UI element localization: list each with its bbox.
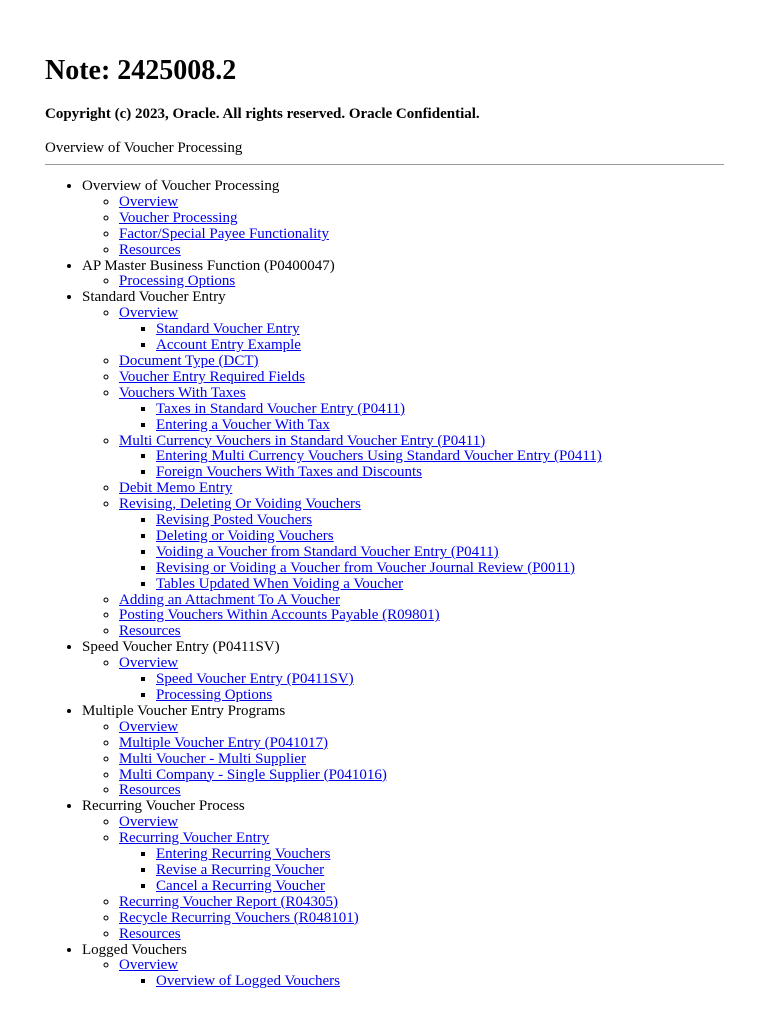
toc-item-level-1 [82, 290, 724, 640]
toc-sublist [119, 672, 724, 704]
toc-link[interactable]: Entering a Voucher With Tax [156, 416, 330, 433]
toc-link[interactable]: Multi Voucher - Multi Supplier [119, 750, 306, 767]
toc-sublist [82, 720, 724, 800]
toc-section-heading: Logged Vouchers [82, 941, 187, 958]
toc-item-level-1 [82, 704, 724, 799]
toc-link[interactable]: Overview of Logged Vouchers [156, 973, 340, 990]
toc-sublist [119, 974, 724, 990]
toc-item-level-3 [156, 402, 724, 418]
toc-item-level-3 [156, 974, 724, 990]
toc-item-level-3 [156, 338, 724, 354]
toc-item-level-2 [119, 211, 724, 227]
toc-link[interactable]: Multi Company - Single Supplier (P041016) [119, 766, 387, 783]
toc-item-level-2 [119, 434, 724, 482]
toc-item-level-3 [156, 863, 724, 879]
toc-item-level-2 [119, 783, 724, 799]
toc-sublist [82, 274, 724, 290]
toc-link[interactable]: Debit Memo Entry [119, 480, 233, 497]
toc-item-level-2 [119, 927, 724, 943]
toc-link[interactable]: Vouchers With Taxes [119, 384, 246, 401]
copyright-notice: Copyright (c) 2023, Oracle. All rights reserved. Oracle Confidential. [45, 106, 480, 122]
toc-sublist [119, 449, 724, 481]
toc-item-level-2 [119, 195, 724, 211]
toc-sublist [82, 815, 724, 942]
toc-item-level-2 [119, 768, 724, 784]
toc-item-level-3 [156, 847, 724, 863]
toc-link[interactable]: Resources [119, 623, 181, 640]
toc-item-level-2 [119, 720, 724, 736]
toc-sublist [119, 402, 724, 434]
toc-link[interactable]: Processing Options [156, 687, 273, 703]
toc-link[interactable]: Resources [119, 241, 181, 258]
toc-item-level-2 [119, 752, 724, 768]
toc-sublist [82, 958, 724, 990]
toc-item-level-2 [119, 831, 724, 895]
toc-item-level-2 [119, 593, 724, 609]
toc-section-heading: Recurring Voucher Process [82, 798, 245, 815]
toc-link[interactable]: Resources [119, 782, 181, 799]
toc-link[interactable]: Account Entry Example [156, 337, 301, 354]
toc-section-heading: Multiple Voucher Entry Programs [82, 702, 286, 719]
toc-link[interactable]: Taxes in Standard Voucher Entry (P0411) [156, 400, 406, 417]
toc-item-level-2 [119, 481, 724, 497]
toc-link[interactable]: Speed Voucher Entry (P0411SV) [156, 671, 354, 688]
toc-sublist [119, 322, 724, 354]
toc-link[interactable]: Revising Posted Vouchers [156, 512, 313, 529]
toc-section-heading: Standard Voucher Entry [82, 289, 226, 306]
toc-link[interactable]: Recurring Voucher Report (R04305) [119, 893, 338, 910]
toc-sublist [82, 306, 724, 640]
toc-link[interactable]: Voucher Entry Required Fields [119, 368, 305, 385]
table-of-contents [45, 179, 724, 990]
toc-item-level-2 [119, 911, 724, 927]
toc-section-heading: Speed Voucher Entry (P0411SV) [82, 639, 280, 656]
note-title: Note: 2425008.2 [45, 55, 237, 86]
toc-item-level-1 [82, 259, 724, 291]
toc-item-level-3 [156, 322, 724, 338]
toc-link[interactable]: Overview [119, 718, 179, 735]
toc-sublist [119, 847, 724, 895]
toc-link[interactable]: Revise a Recurring Voucher [156, 861, 325, 878]
toc-link[interactable]: Entering Recurring Vouchers [156, 846, 331, 863]
toc-item-level-2 [119, 958, 724, 990]
toc-item-level-3 [156, 577, 724, 593]
toc-link[interactable]: Foreign Vouchers With Taxes and Discounts [156, 464, 422, 481]
document-subtitle: Overview of Voucher Processing [45, 140, 243, 156]
toc-link[interactable]: Tables Updated When Voiding a Voucher [156, 575, 404, 592]
toc-item-level-3 [156, 545, 724, 561]
toc-item-level-1 [82, 640, 724, 704]
toc-item-level-3 [156, 561, 724, 577]
toc-link[interactable]: Overview [119, 305, 179, 322]
toc-item-level-3 [156, 688, 724, 704]
toc-link[interactable]: Voucher Processing [119, 209, 238, 226]
toc-link[interactable]: Multi Currency Vouchers in Standard Voucher Entry (P0411) [119, 432, 486, 449]
toc-link[interactable]: Overview [119, 655, 179, 672]
toc-link[interactable]: Overview [119, 193, 179, 210]
toc-link[interactable]: Deleting or Voiding Vouchers [156, 527, 334, 544]
toc-item-level-2 [119, 895, 724, 911]
toc-link[interactable]: Factor/Special Payee Functionality [119, 225, 329, 242]
toc-section-heading: Overview of Voucher Processing [82, 178, 280, 194]
toc-link[interactable]: Multiple Voucher Entry (P041017) [119, 734, 329, 751]
toc-item-level-1 [82, 179, 724, 259]
toc-item-level-2 [119, 370, 724, 386]
toc-item-level-2 [119, 274, 724, 290]
toc-link[interactable]: Overview [119, 814, 179, 831]
toc-item-level-3 [156, 449, 724, 465]
toc-item-level-3 [156, 879, 724, 895]
toc-link[interactable]: Document Type (DCT) [119, 352, 259, 369]
toc-link[interactable]: Cancel a Recurring Voucher [156, 877, 325, 894]
toc-item-level-3 [156, 513, 724, 529]
toc-item-level-2 [119, 497, 724, 592]
toc-link[interactable]: Posting Vouchers Within Accounts Payable (R09801) [119, 607, 440, 624]
toc-sublist [82, 656, 724, 704]
toc-sublist [82, 195, 724, 259]
toc-link[interactable]: Resources [119, 925, 181, 942]
toc-item-level-2 [119, 624, 724, 640]
toc-link[interactable]: Revising or Voiding a Voucher from Voucher Journal Review (P0011) [156, 559, 575, 576]
toc-item-level-3 [156, 465, 724, 481]
toc-link[interactable]: Recurring Voucher Entry [119, 830, 270, 847]
toc-link[interactable]: Recycle Recurring Vouchers (R048101) [119, 909, 359, 926]
toc-item-level-2 [119, 227, 724, 243]
toc-item-level-3 [156, 672, 724, 688]
toc-link[interactable]: Revising, Deleting Or Voiding Vouchers [119, 496, 361, 513]
toc-item-level-2 [119, 736, 724, 752]
toc-link[interactable]: Standard Voucher Entry [156, 321, 300, 338]
toc-item-level-1 [82, 799, 724, 942]
toc-item-level-3 [156, 418, 724, 434]
toc-item-level-2 [119, 815, 724, 831]
toc-item-level-2 [119, 656, 724, 704]
toc-link[interactable]: Voiding a Voucher from Standard Voucher Entry (P0411) [156, 543, 499, 560]
toc-sublist [119, 513, 724, 593]
toc-item-level-2 [119, 386, 724, 434]
toc-item-level-2 [119, 243, 724, 259]
toc-item-level-1 [82, 943, 724, 991]
divider [45, 164, 724, 165]
toc-link[interactable]: Adding an Attachment To A Voucher [119, 591, 341, 608]
toc-item-level-2 [119, 306, 724, 354]
toc-item-level-3 [156, 529, 724, 545]
toc-link[interactable]: Entering Multi Currency Vouchers Using Standard Voucher Entry (P0411) [156, 448, 602, 465]
toc-item-level-2 [119, 354, 724, 370]
toc-section-heading: AP Master Business Function (P0400047) [82, 257, 335, 274]
toc-item-level-2 [119, 608, 724, 624]
toc-link[interactable]: Processing Options [119, 273, 236, 290]
toc-link[interactable]: Overview [119, 957, 179, 974]
